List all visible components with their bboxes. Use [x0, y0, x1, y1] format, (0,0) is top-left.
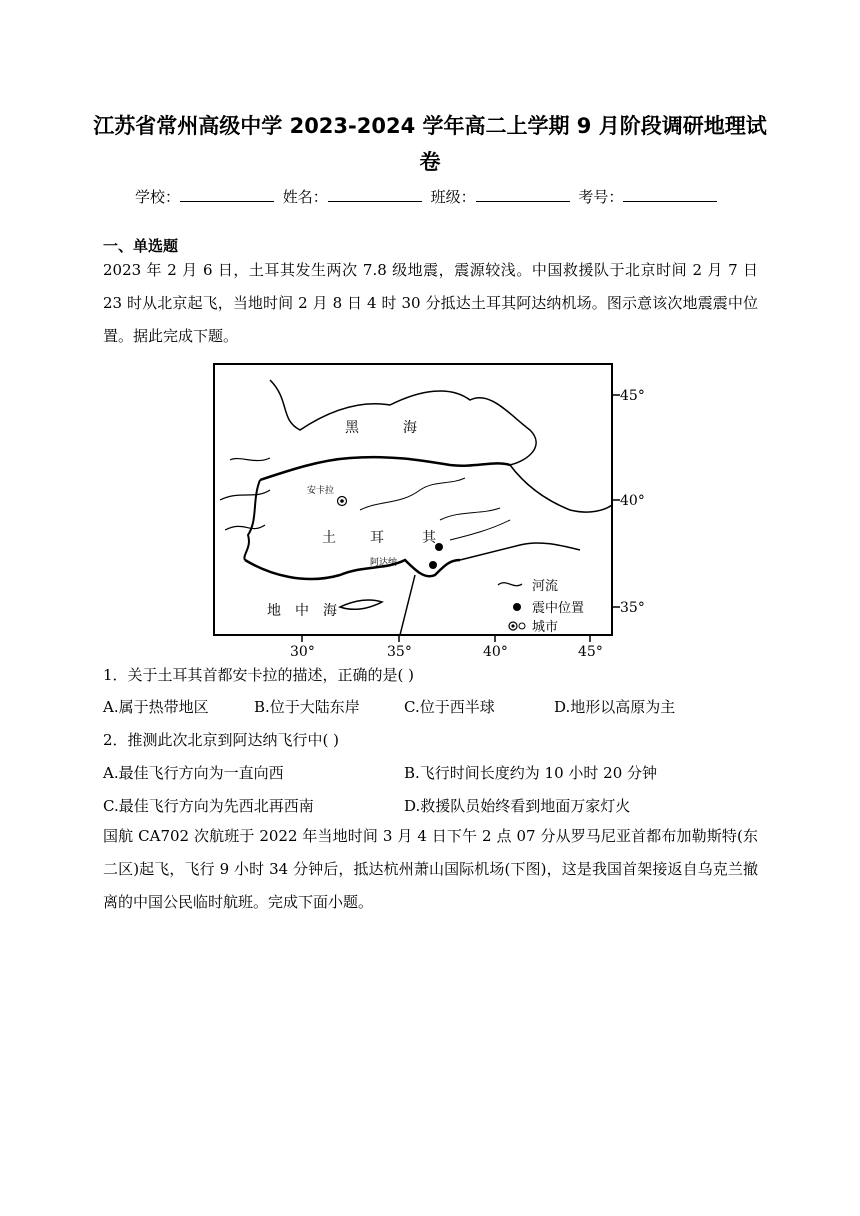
q1-option-b[interactable]: B.位于大陆东岸 — [254, 698, 360, 716]
turkey-label-2: 耳 — [370, 530, 384, 546]
epicenter-marker-1 — [435, 543, 443, 551]
legend-river-label: 河流 — [532, 579, 559, 594]
legend-city-label: 城市 — [532, 620, 559, 635]
school-blank[interactable] — [180, 187, 274, 202]
q1-option-d[interactable]: D.地形以高原为主 — [554, 698, 676, 716]
class-blank[interactable] — [476, 187, 570, 202]
q1-option-a[interactable]: A.属于热带地区 — [103, 698, 209, 716]
epicenter-marker-2 — [429, 561, 437, 569]
name-blank[interactable] — [328, 187, 422, 202]
lat-label-45: 45° — [620, 388, 645, 404]
mediterranean-label-1: 地 — [267, 603, 281, 619]
legend-epicenter-label: 震中位置 — [532, 601, 585, 616]
lon-label-30: 30° — [290, 644, 315, 660]
q2-option-b[interactable]: B.飞行时间长度约为 10 小时 20 分钟 — [404, 764, 658, 782]
exam-no-blank[interactable] — [623, 187, 717, 202]
adana-label: 阿达纳 — [370, 558, 398, 568]
q1-option-c[interactable]: C.位于西半球 — [404, 698, 495, 716]
document-title-line1: 江苏省常州高级中学 2023-2024 学年高二上学期 9 月阶段调研地理试 — [93, 114, 767, 138]
turkey-label-3: 其 — [422, 530, 436, 546]
question-1-stem: 1．关于土耳其首都安卡拉的描述，正确的是( ) — [103, 666, 415, 684]
q2-option-d[interactable]: D.救援队员始终看到地面万家灯火 — [404, 797, 631, 815]
mediterranean-label-3: 海 — [323, 603, 337, 619]
legend-epicenter-symbol — [513, 603, 521, 611]
question-2-stem: 2．推测此次北京到阿达纳飞行中( ) — [103, 731, 340, 749]
black-sea-label-1: 黑 — [345, 420, 359, 436]
lat-label-40: 40° — [620, 493, 645, 509]
exam-no-label: 考号： — [578, 188, 624, 206]
q2-option-c[interactable]: C.最佳飞行方向为先西北再西南 — [103, 797, 314, 815]
ankara-label: 安卡拉 — [307, 486, 335, 496]
lon-label-35: 35° — [387, 644, 412, 660]
passage-1: 2023 年 2 月 6 日，土耳其发生两次 7.8 级地震，震源较浅。中国救援队于北京时间 2 月 7 日 23 时从北京起飞，当地时间 2 月 8 日 4 时 30 分抵达土耳其阿达纳机场。图示意该次地震震中位置。据此完成下题。 — [103, 261, 758, 345]
mediterranean-label-2: 中 — [295, 603, 309, 619]
section-heading: 一、单选题 — [103, 237, 179, 255]
name-label: 姓名： — [282, 188, 328, 206]
lon-label-45: 45° — [578, 644, 603, 660]
lat-label-35: 35° — [620, 600, 645, 616]
passage-2: 国航 CA702 次航班于 2022 年当地时间 3 月 4 日下午 2 点 07 分从罗马尼亚首都布加勒斯特(东二区)起飞，飞行 9 小时 34 分钟后，抵达杭州萧山国际机场(下图)，这是我国首架接返自乌克兰撤离的中国公民临时航班。完成下面小题。 — [103, 827, 758, 911]
black-sea-label-2: 海 — [403, 420, 417, 436]
class-label: 班级： — [430, 188, 476, 206]
school-label: 学校： — [135, 188, 181, 206]
lon-label-40: 40° — [483, 644, 508, 660]
document-title-line2: 卷 — [419, 150, 441, 174]
q2-option-a[interactable]: A.最佳飞行方向为一直向西 — [103, 764, 284, 782]
turkey-earthquake-map — [210, 360, 650, 665]
map-frame — [214, 364, 612, 635]
student-info-row — [135, 186, 721, 207]
turkey-label-1: 土 — [322, 530, 336, 546]
